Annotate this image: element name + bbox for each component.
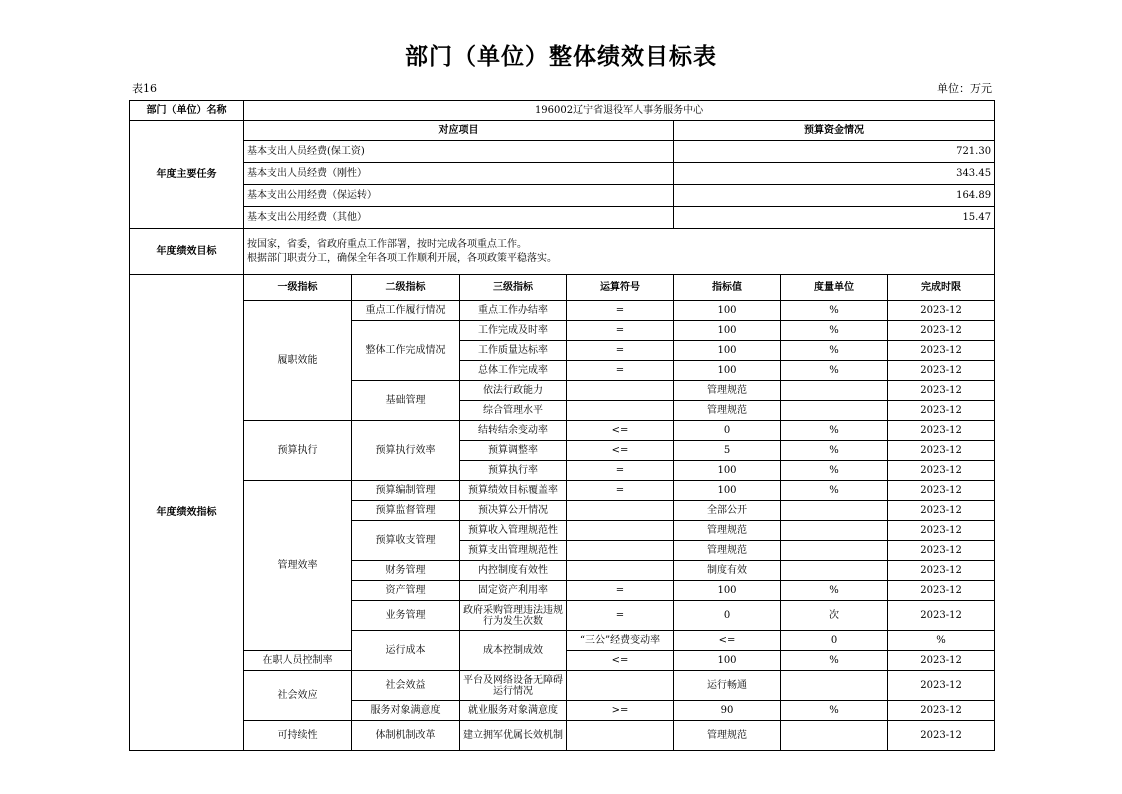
level3-cell: 预算绩效目标覆盖率 [460, 481, 567, 501]
unit-cell [781, 501, 888, 521]
deadline-cell: 2023-12 [888, 721, 995, 751]
value-cell: 0 [674, 601, 781, 631]
operator-cell: <= [674, 631, 781, 651]
deadline-cell: 2023-12 [888, 581, 995, 601]
level2-cell: 预算收支管理 [352, 521, 460, 561]
level3-cell: 预算支出管理规范性 [460, 541, 567, 561]
header-level1: 一级指标 [244, 275, 352, 301]
value-cell: 0 [674, 421, 781, 441]
level3-cell: 预算收入管理规范性 [460, 521, 567, 541]
deadline-cell: 2023-12 [888, 321, 995, 341]
level1-cell: 运行成本 [352, 631, 460, 671]
level2-cell: 资产管理 [352, 581, 460, 601]
header-operator: 运算符号 [567, 275, 674, 301]
table-number: 表16 [132, 82, 157, 95]
unit-cell [781, 401, 888, 421]
operator-cell: <= [567, 441, 674, 461]
operator-cell: = [567, 301, 674, 321]
value-cell: 100 [674, 301, 781, 321]
level3-cell: 预算调整率 [460, 441, 567, 461]
level3-cell: 建立拥军优属长效机制 [460, 721, 567, 751]
deadline-cell: 2023-12 [888, 501, 995, 521]
tasks-header-row [130, 121, 995, 141]
level3-cell: 预算执行率 [460, 461, 567, 481]
level3-cell: 综合管理水平 [460, 401, 567, 421]
table-row [130, 301, 995, 321]
value-cell: 100 [674, 581, 781, 601]
level3-cell: 在职人员控制率 [244, 651, 352, 671]
level1-cell: 履职效能 [244, 301, 352, 421]
table-row [130, 721, 995, 751]
unit-cell: % [781, 421, 888, 441]
level2-cell: 社会效益 [352, 671, 460, 701]
level2-cell: 体制机制改革 [352, 721, 460, 751]
level2-cell: 预算监督管理 [352, 501, 460, 521]
level3-cell: 内控制度有效性 [460, 561, 567, 581]
operator-cell [567, 541, 674, 561]
operator-cell: = [567, 321, 674, 341]
unit-cell [781, 381, 888, 401]
unit-cell: % [781, 301, 888, 321]
task-amount: 721.30 [674, 141, 995, 163]
unit-cell: % [781, 651, 888, 671]
deadline-cell: 2023-12 [888, 421, 995, 441]
operator-cell: = [567, 461, 674, 481]
operator-cell: >= [567, 701, 674, 721]
unit-cell: % [888, 631, 995, 651]
tasks-label: 年度主要任务 [130, 121, 244, 229]
unit-cell: % [781, 321, 888, 341]
deadline-cell: 2023-12 [888, 481, 995, 501]
value-cell: 100 [674, 341, 781, 361]
operator-cell: = [567, 341, 674, 361]
value-cell: 100 [674, 481, 781, 501]
operator-cell: = [567, 601, 674, 631]
table-row [130, 163, 995, 185]
operator-cell: = [567, 361, 674, 381]
unit-cell: % [781, 581, 888, 601]
value-cell: 管理规范 [674, 521, 781, 541]
task-amount: 343.45 [674, 163, 995, 185]
goal-line-2: 根据部门职责分工，确保全年各项工作顺利开展，各项政策平稳落实。 [247, 252, 557, 264]
level2-cell: 重点工作履行情况 [352, 301, 460, 321]
header-level2: 二级指标 [352, 275, 460, 301]
value-cell: 90 [674, 701, 781, 721]
value-cell: 100 [674, 651, 781, 671]
performance-table [129, 100, 995, 751]
operator-cell: <= [567, 651, 674, 671]
task-item: 基本支出人员经费(保工资) [244, 141, 674, 163]
operator-cell [567, 521, 674, 541]
unit-cell: % [781, 341, 888, 361]
operator-cell: = [567, 581, 674, 601]
operator-cell [567, 401, 674, 421]
unit-cell [781, 561, 888, 581]
unit-label: 单位：万元 [937, 82, 992, 95]
table-row [130, 207, 995, 229]
unit-cell: % [781, 361, 888, 381]
value-cell: 100 [674, 361, 781, 381]
value-cell: 管理规范 [674, 721, 781, 751]
deadline-cell: 2023-12 [888, 701, 995, 721]
deadline-cell: 2023-12 [888, 301, 995, 321]
unit-cell [781, 721, 888, 751]
level3-cell: 就业服务对象满意度 [460, 701, 567, 721]
tasks-col-item: 对应项目 [244, 121, 674, 141]
task-amount: 15.47 [674, 207, 995, 229]
deadline-cell: 2023-12 [888, 361, 995, 381]
level3-cell: 重点工作办结率 [460, 301, 567, 321]
header-level3: 三级指标 [460, 275, 567, 301]
task-item: 基本支出公用经费（保运转） [244, 185, 674, 207]
unit-cell [781, 671, 888, 701]
value-cell: 制度有效 [674, 561, 781, 581]
deadline-cell: 2023-12 [888, 401, 995, 421]
level2-cell: 财务管理 [352, 561, 460, 581]
goal-label: 年度绩效目标 [130, 229, 244, 275]
value-cell: 管理规范 [674, 541, 781, 561]
operator-cell [567, 501, 674, 521]
deadline-cell: 2023-12 [888, 601, 995, 631]
level1-cell: 预算执行 [244, 421, 352, 481]
header-unit: 度量单位 [781, 275, 888, 301]
level3-cell: 工作质量达标率 [460, 341, 567, 361]
table-row [130, 481, 995, 501]
task-item: 基本支出公用经费（其他） [244, 207, 674, 229]
indicators-label: 年度绩效指标 [130, 275, 244, 751]
level3-cell: 平台及网络设备无障碍运行情况 [460, 671, 567, 701]
level3-cell: “三公”经费变动率 [567, 631, 674, 651]
operator-cell [567, 561, 674, 581]
table-row [130, 141, 995, 163]
deadline-cell: 2023-12 [888, 381, 995, 401]
unit-cell: % [781, 701, 888, 721]
level3-cell: 预决算公开情况 [460, 501, 567, 521]
level2-cell: 成本控制成效 [460, 631, 567, 671]
header-value: 指标值 [674, 275, 781, 301]
level3-cell: 总体工作完成率 [460, 361, 567, 381]
goal-line-1: 按国家，省委，省政府重点工作部署，按时完成各项重点工作。 [247, 238, 527, 250]
dept-row [130, 101, 995, 121]
operator-cell [567, 671, 674, 701]
level1-cell: 管理效率 [244, 481, 352, 651]
deadline-cell: 2023-12 [888, 461, 995, 481]
goal-text [244, 229, 995, 275]
value-cell: 全部公开 [674, 501, 781, 521]
level3-cell: 依法行政能力 [460, 381, 567, 401]
deadline-cell: 2023-12 [888, 521, 995, 541]
value-cell: 管理规范 [674, 401, 781, 421]
indicators-header-row [130, 275, 995, 301]
unit-cell: % [781, 441, 888, 461]
unit-cell: % [781, 461, 888, 481]
level3-cell: 政府采购管理违法违规行为发生次数 [460, 601, 567, 631]
operator-cell: <= [567, 421, 674, 441]
deadline-cell: 2023-12 [888, 651, 995, 671]
operator-cell [567, 381, 674, 401]
dept-label: 部门（单位）名称 [130, 101, 244, 121]
level2-cell: 预算执行效率 [352, 421, 460, 481]
table-row [130, 671, 995, 701]
deadline-cell: 2023-12 [888, 341, 995, 361]
level3-cell: 结转结余变动率 [460, 421, 567, 441]
level2-cell: 预算编制管理 [352, 481, 460, 501]
task-amount: 164.89 [674, 185, 995, 207]
dept-value: 196002辽宁省退役军人事务服务中心 [244, 101, 995, 121]
header-deadline: 完成时限 [888, 275, 995, 301]
goal-row [130, 229, 995, 275]
unit-cell: % [781, 481, 888, 501]
unit-cell [781, 541, 888, 561]
unit-cell: 次 [781, 601, 888, 631]
table-row [130, 185, 995, 207]
level1-cell: 可持续性 [244, 721, 352, 751]
table-row [130, 421, 995, 441]
value-cell: 100 [674, 321, 781, 341]
level2-cell: 服务对象满意度 [352, 701, 460, 721]
level1-cell: 社会效应 [244, 671, 352, 721]
value-cell: 管理规范 [674, 381, 781, 401]
level2-cell: 业务管理 [352, 601, 460, 631]
operator-cell [567, 721, 674, 751]
page-title: 部门（单位）整体绩效目标表 [405, 44, 717, 70]
unit-cell [781, 521, 888, 541]
level2-cell: 基础管理 [352, 381, 460, 421]
level2-cell: 整体工作完成情况 [352, 321, 460, 381]
deadline-cell: 2023-12 [888, 671, 995, 701]
value-cell: 运行畅通 [674, 671, 781, 701]
deadline-cell: 2023-12 [888, 541, 995, 561]
level3-cell: 工作完成及时率 [460, 321, 567, 341]
value-cell: 0 [781, 631, 888, 651]
deadline-cell: 2023-12 [888, 561, 995, 581]
tasks-col-budget: 预算资金情况 [674, 121, 995, 141]
task-item: 基本支出人员经费（刚性） [244, 163, 674, 185]
level3-cell: 固定资产利用率 [460, 581, 567, 601]
operator-cell: = [567, 481, 674, 501]
value-cell: 5 [674, 441, 781, 461]
value-cell: 100 [674, 461, 781, 481]
deadline-cell: 2023-12 [888, 441, 995, 461]
